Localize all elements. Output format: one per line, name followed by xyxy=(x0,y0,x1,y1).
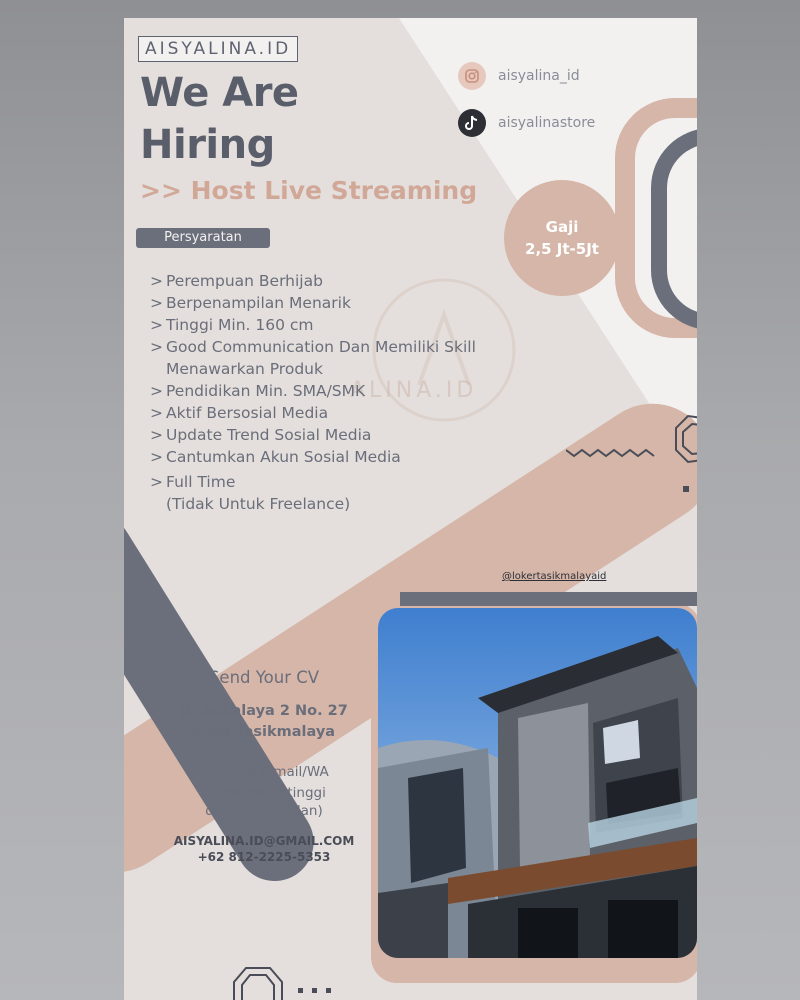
tiktok-icon xyxy=(458,109,486,137)
headline-line-2: Hiring xyxy=(140,122,275,168)
requirement-item: > Aktif Bersosial Media xyxy=(150,402,530,424)
dot xyxy=(298,988,303,993)
instagram-handle-text: aisyalina_id xyxy=(498,68,580,84)
poster-credit: @lokertasikmalayaid xyxy=(502,571,607,582)
requirement-item: > Tinggi Min. 160 cm xyxy=(150,314,530,336)
tiktok-handle-text: aisyalinastore xyxy=(498,115,596,131)
requirement-item: > Pendidikan Min. SMA/SMK xyxy=(150,380,530,402)
instagram-handle[interactable] xyxy=(458,62,580,90)
requirement-item-continued: Menawarkan Produk xyxy=(166,360,323,378)
headline-line-1: We Are xyxy=(140,70,299,116)
salary-label: Gaji xyxy=(545,218,579,236)
requirement-item: > Update Trend Sosial Media xyxy=(150,424,530,446)
address-line-2: Kota Tasikmalaya xyxy=(192,724,336,740)
requirement-item-continued: (Tidak Untuk Freelance) xyxy=(166,495,351,513)
watermark-text: ALINA.ID xyxy=(350,378,478,403)
hiring-poster xyxy=(124,18,697,1000)
requirement-item: > Perempuan Berhijab xyxy=(150,270,530,292)
salary-range: 2,5 Jt-5Jt xyxy=(525,240,599,258)
brand-logo: AISYALINA.ID xyxy=(138,36,298,62)
square-dot-decoration xyxy=(683,486,689,492)
instagram-icon xyxy=(458,62,486,90)
requirement-item: > Berpenampilan Menarik xyxy=(150,292,530,314)
requirement-item: > Good Communication Dan Memiliki Skill xyxy=(150,336,530,358)
alt-contact-line-1: Atau Via E-mail/WA xyxy=(199,764,329,780)
salary-badge xyxy=(504,180,620,296)
alt-contact-line-2: (cantumkan tinggi xyxy=(202,785,326,801)
tiktok-handle[interactable] xyxy=(458,109,595,137)
phone-number[interactable]: +62 812-2225-5353 xyxy=(197,850,331,864)
address-line-1: Jl. Sukalaya 2 No. 27 xyxy=(180,703,348,719)
requirements-list xyxy=(150,270,530,515)
hexagon-outline-icon xyxy=(232,964,284,1000)
dot xyxy=(312,988,317,993)
email-address[interactable]: AISYALINA.ID@GMAIL.COM xyxy=(173,834,355,848)
job-position: >> Host Live Streaming xyxy=(140,176,478,205)
store-building-photo xyxy=(378,608,697,958)
photo-top-bar xyxy=(400,592,697,606)
requirements-label: Persyaratan xyxy=(136,228,270,248)
zigzag-decoration-icon xyxy=(566,446,656,460)
requirement-item: > Cantumkan Akun Sosial Media xyxy=(150,446,530,468)
send-cv-heading: Send Your CV xyxy=(208,668,320,687)
right-slate-arc xyxy=(651,128,697,330)
dot xyxy=(326,988,331,993)
alt-contact-line-3: dan berat badan) xyxy=(205,803,323,819)
requirement-item: > Full Time xyxy=(150,471,530,493)
hexagon-outline-icon xyxy=(674,414,697,464)
dots-decoration xyxy=(298,988,331,993)
